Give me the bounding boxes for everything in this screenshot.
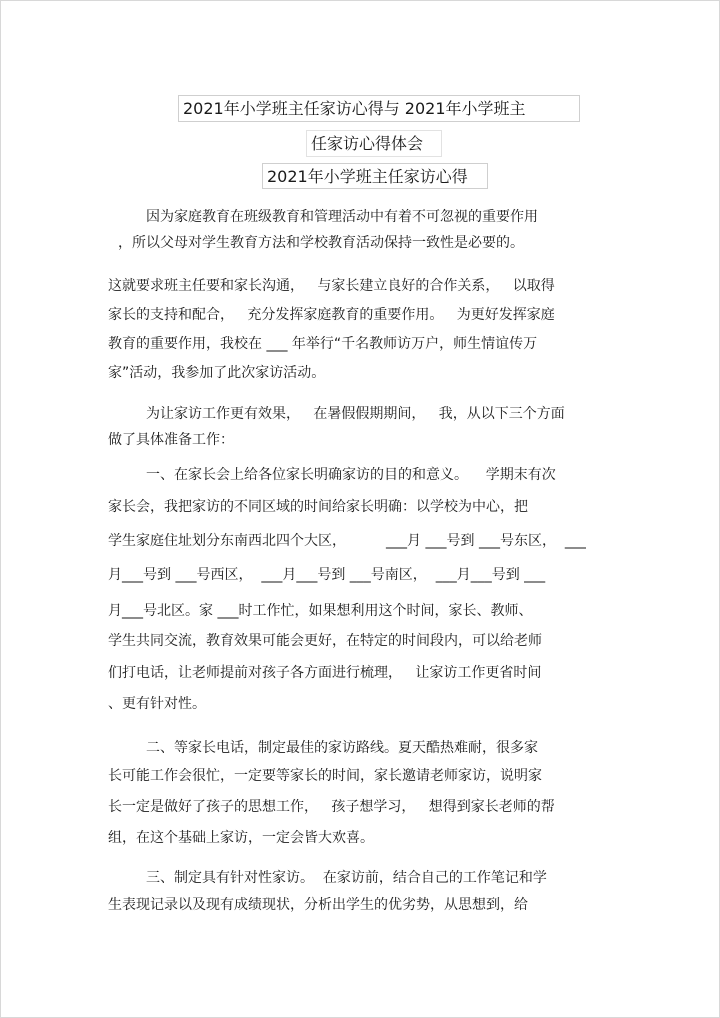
body-line: 组，在这个基础上家访，一定会皆大欢喜。 <box>108 830 374 846</box>
body-line: 一、在家长会上给各位家长明确家访的目的和意义。 学期末有次 <box>146 467 556 483</box>
body-line: 长可能工作会很忙，一定要等家长的时间，家长邀请老师家访，说明家 <box>108 768 542 784</box>
body-line: 家”活动，我参加了此次家访活动。 <box>108 365 326 381</box>
document-subtitle: 2021年小学班主任家访心得 <box>262 163 488 189</box>
body-line: 月___号北区。家 ___时工作忙，如果想利用这个时间，家长、教师、 <box>108 603 533 619</box>
body-line: 做了具体准备工作： <box>108 432 234 448</box>
body-line: 长一定是做好了孩子的思想工作， 孩子想学习， 想得到家长老师的帮 <box>108 799 555 815</box>
body-line: 家长会，我把家访的不同区域的时间给家长明确：以学校为中心，把 <box>108 499 528 515</box>
document-title-line-1: 2021年小学班主任家访心得与 2021年小学班主 <box>178 95 580 122</box>
body-line: 这就要求班主任要和家长沟通， 与家长建立良好的合作关系， 以取得 <box>108 278 555 294</box>
body-line: 、更有针对性。 <box>108 696 206 712</box>
body-line: 因为家庭教育在班级教育和管理活动中有着不可忽视的重要作用 <box>146 209 538 225</box>
document-title-line-2: 任家访心得体会 <box>306 130 442 157</box>
body-line: 月___号到 ___号西区， ___月___号到 ___号南区， ___月___号到 ___ <box>108 567 546 583</box>
body-line: 们打电话，让老师提前对孩子各方面进行梳理， 让家访工作更省时间 <box>108 665 542 681</box>
body-line: 学生共同交流，教育效果可能会更好，在特定的时间段内，可以给老师 <box>108 633 542 649</box>
body-line: 二、等家长电话，制定最佳的家访路线。夏天酷热难耐，很多家 <box>146 740 538 756</box>
body-line: 为让家访工作更有效果， 在暑假假期期间， 我，从以下三个方面 <box>146 406 565 422</box>
body-line: 生表现记录以及现有成绩现状，分析出学生的优劣势，从思想到，给 <box>108 897 528 913</box>
body-line: 学生家庭住址划分东南西北四个大区， ___月 ___号到 ___号东区， ___ <box>108 533 586 549</box>
body-line: ，所以父母对学生教育方法和学校教育活动保持一致性是必要的。 <box>118 235 524 251</box>
body-line: 教育的重要作用，我校在 ___ 年举行“千名教师访万户，师生情谊传万 <box>108 336 538 352</box>
body-line: 三、制定具有针对性家访。 在家访前，结合自己的工作笔记和学 <box>146 870 547 886</box>
body-line: 家长的支持和配合， 充分发挥家庭教育的重要作用。 为更好发挥家庭 <box>108 307 555 323</box>
